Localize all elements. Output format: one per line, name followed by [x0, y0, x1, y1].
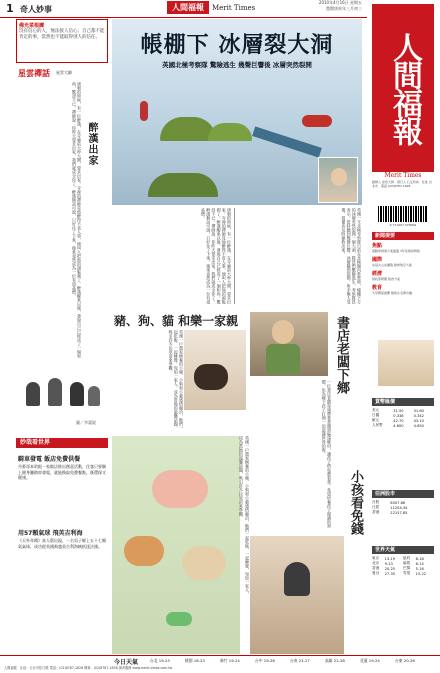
figure-4: [88, 386, 100, 406]
funny-band: 妙哉看世界: [16, 438, 108, 448]
shopkeeper-shirt: [266, 344, 300, 374]
city-weather: 高雄 22-28: [325, 658, 345, 663]
pets-caption: 英國一戶農家飼養的小豬、小狗和小貓感情融洽，牠們一起吃飯、一起睡覺，宛如一家人，成為當地的溫馨話題，吸引許多民眾前來參觀。: [239, 436, 250, 596]
funny-headline-1: 騎車發電 飯店免費供餐: [18, 456, 81, 463]
books-photo: [250, 536, 344, 654]
stock-table: [372, 500, 434, 515]
news-item[interactable]: [372, 270, 434, 281]
funny-body-2: 《天外奇蹟》真人版出現，一名男子綁上五十七顆氦氣球，成功從英國飛越英吉利海峽抵達法國。: [18, 538, 106, 549]
piglet-icon: [152, 470, 208, 508]
illustration-caption: 圖／李蕭錕: [76, 420, 96, 425]
header-rule: [0, 17, 367, 18]
bookstore-title-2: 小孩看免錢: [348, 470, 363, 535]
news-text: 電動車發展方案通過 3年免徵貨物稅: [372, 249, 420, 253]
city-weather: 台東 20-26: [395, 658, 415, 663]
main-headline: 帳棚下 冰層裂大洞: [140, 32, 334, 58]
section-title: 奇人妙事: [20, 5, 52, 14]
zen-body: 唐朝的時候，有一位醉漢，在寺廟前大吵大鬧，要求出家。寺裡的禪師見他醉得不省人事，便叫人把他的頭髮剃了。醉漢醒來以後，發現自己已經成了一個和尚，驚訝不已。禪師說：你昨天要求出家，我們就成全你了。醉漢無話可說，只好住了下來，後來竟然成為一位有道高僧。: [72, 82, 82, 358]
city-weather: 花蓮 19-24: [360, 658, 380, 663]
news-list: [372, 242, 434, 298]
table-row: 美元 31.50 31.60: [372, 408, 424, 413]
issue-date: 2010年4月16日 星期五: [318, 0, 362, 5]
green-bowl: [166, 612, 192, 626]
ice-crack: [252, 126, 322, 157]
table-row: 歐元 42.70 43.10: [372, 418, 424, 423]
table-row: 日經 11204.34: [372, 505, 408, 510]
sled-red: [302, 115, 332, 127]
news-label: 經濟: [372, 271, 383, 277]
city-weather: 台南 21-27: [290, 658, 310, 663]
news-label: 教育: [372, 285, 383, 291]
quote-box: [16, 19, 108, 63]
news-label: 國際: [372, 257, 383, 263]
news-item[interactable]: [372, 242, 434, 253]
brand-en: Merit Times: [212, 4, 256, 12]
news-item[interactable]: [372, 256, 434, 267]
city-weather: 台北 19-23: [150, 658, 170, 663]
world-weather-table: [372, 556, 434, 576]
pets-title: 豬、狗、貓 和樂一家親: [114, 314, 239, 328]
today-weather-title: 今日天氣: [114, 659, 139, 666]
figure-1: [26, 382, 40, 406]
story-divider: [234, 208, 235, 304]
zen-illustration: [22, 364, 104, 414]
kitten-icon: [124, 536, 164, 566]
fx-table: [372, 408, 434, 428]
figure-2: [48, 378, 62, 406]
table-row: 香港 22157.85: [372, 510, 408, 515]
zen-kicker: 星雲禪話: [18, 69, 50, 78]
bookstore-title-1: 書店老闆下鄉: [334, 316, 349, 394]
barcode-number: 9 771607 978009: [389, 223, 417, 227]
table-row: 日圓 0.338 0.342: [372, 413, 424, 418]
headline-story: 英國一支北極考察隊日前在北極圈內紮營時，帳棚下方的冰層突然裂開一個大洞，隊員們驚險逃生。考察隊員表示，當時聽到幾聲巨響，冰層隨即裂開，所幸無人受傷，裝備也及時搶救出來。: [341, 208, 362, 304]
funny-headline-2: 用57顆氣球 飛英吉利海: [18, 530, 83, 537]
table-row: 東京 13-19 紐約 8-18: [372, 556, 424, 561]
barcode: [378, 206, 428, 222]
kids-photo: [378, 340, 434, 386]
pets-photo-large: [112, 436, 240, 654]
today-weather-cities: [150, 658, 436, 664]
table-row: 曼谷 27-35 雪梨 15-22: [372, 571, 427, 576]
child-icon: [284, 562, 310, 596]
quote-label: 佛光菜根譚: [19, 23, 45, 29]
table-row: 北京 9-23 倫敦 6-14: [372, 561, 424, 566]
fx-band: 貨幣匯價: [372, 398, 434, 406]
news-label: 焦點: [372, 243, 383, 249]
tent-2: [208, 123, 252, 141]
zen-title: 醉漢出家: [86, 122, 97, 166]
tent-3: [148, 173, 218, 197]
figure-3: [70, 382, 84, 406]
lunar-date: 農曆庚寅年三月初三: [326, 6, 362, 11]
stock-band: 亞洲股市: [372, 490, 434, 498]
main-subheadline: 英國北極考察隊 驚險逃生 幾聲巨響後 冰層突然裂開: [162, 61, 312, 69]
city-weather: 新竹 19-24: [220, 658, 240, 663]
publisher-info: 創辦人 星雲大師 發行人 心定和尚 社址 台北市 電話 (02)8787-1828: [372, 180, 432, 188]
footer-rule: [0, 655, 440, 656]
page-number: 1: [6, 2, 14, 15]
news-item[interactable]: [372, 284, 434, 295]
pets-body: 英國一戶農家飼養的小豬、小狗和小貓感情融洽，牠們一起吃飯、一起睡覺，宛如一家人，成為當地的溫馨話題，吸引許多民眾前來參觀。: [168, 330, 184, 430]
city-weather: 台中 19-26: [255, 658, 275, 663]
city-weather: 桃園 18-23: [185, 658, 205, 663]
news-text: 冰島火山灰擴散 歐洲航空大亂: [372, 263, 412, 267]
center-story-text: 唐朝的時候，有一位醉漢，在寺廟前大吵大鬧，要求出家。寺裡的禪師見他醉得不省人事，便叫人把他的頭髮剃了。醉漢醒來以後，發現自己已經成了一個和尚，驚訝不已。禪師說：你昨天要求出家，我們就成全你了。醉漢無話可說，只好住了下來，後來竟然成為一位有道高僧。: [200, 208, 232, 304]
zen-column: [16, 64, 108, 430]
legal-footer: 人間福報 社址：台北市松江路 電話：(02)8787-1828 傳真：(02)8787-1838 讀者服務 www.merit-times.com.tw: [4, 666, 173, 670]
dog-icon: [182, 546, 226, 580]
quote-text: 沒有信心的人，無法接人信心；自己都不能肯定的事，當然也不能取得別人的信任。: [19, 29, 105, 40]
big-logo-en: Merit Times: [384, 172, 422, 179]
table-row: 台股 8007.86: [372, 500, 406, 505]
inset-portrait: [318, 157, 358, 203]
table-row: 香港 20-25 巴黎 5-16: [372, 566, 424, 571]
news-text: 財政部研擬 稅改方案: [372, 277, 400, 281]
bookstore-photo: [250, 312, 328, 376]
puppy-icon: [194, 364, 228, 390]
person-icon: [140, 101, 148, 121]
zen-author: 星雲大師: [56, 70, 72, 75]
portrait-face: [331, 168, 347, 186]
shopkeeper-icon: [272, 320, 294, 344]
table-row: 人民幣 4.600 4.650: [372, 423, 424, 428]
small-logo: 人間福報: [167, 1, 209, 14]
funny-body-1: 丹麥哥本哈根一家飯店推出創意活動，住客只要騎上健身腳踏車發電，就能換取免費餐點，既環保又健康。: [18, 464, 106, 480]
world-weather-band: 世界天氣: [372, 546, 434, 554]
news-band: 新聞提要: [372, 232, 434, 240]
bookstore-body: 一位書店老闆每週帶著書籍到偏遠鄉村，讓孩子們免費看書，希望培養孩子閱讀的習慣，也為鄉下孩子打開一扇認識世界的窗。: [321, 380, 332, 528]
news-text: 大學繁星推薦 錄取生名單出爐: [372, 291, 412, 295]
big-logo: 人間福報: [372, 4, 434, 172]
pets-photo: [184, 330, 246, 410]
